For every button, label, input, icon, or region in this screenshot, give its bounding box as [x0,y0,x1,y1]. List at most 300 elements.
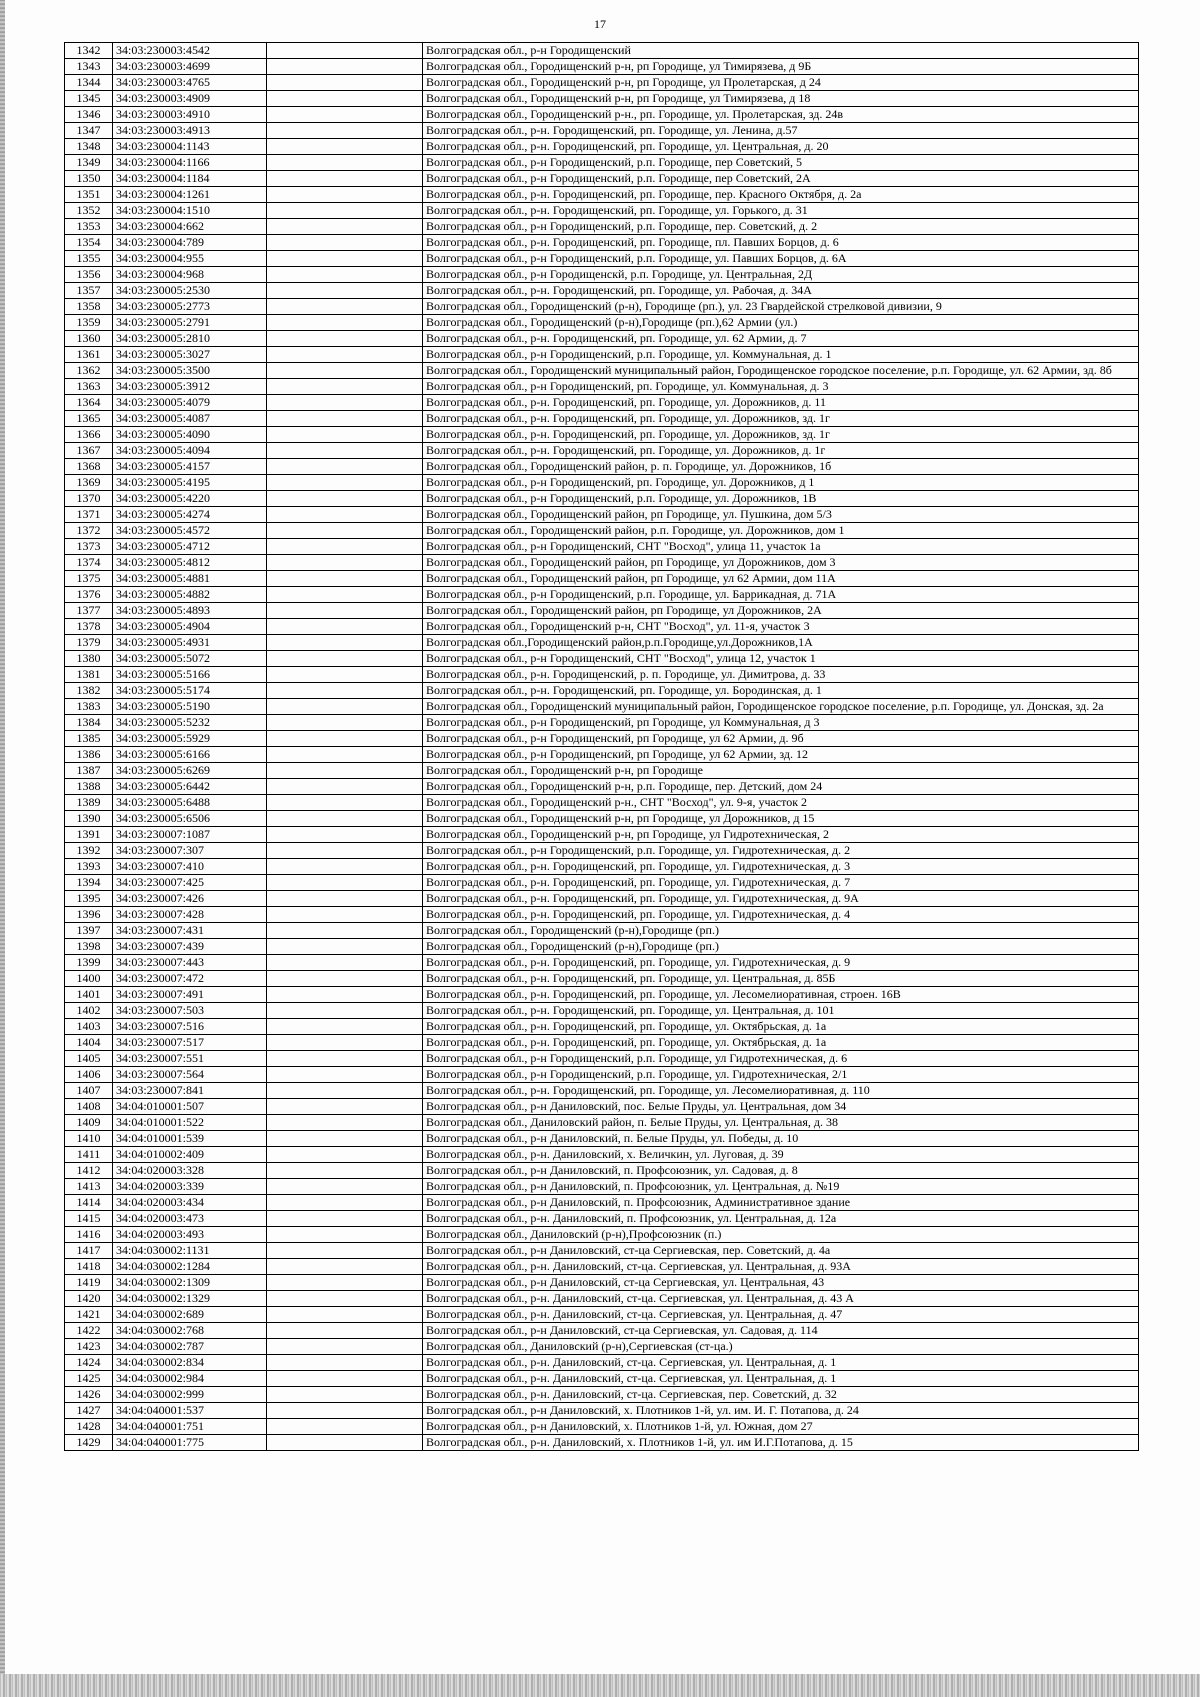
empty-cell [267,875,423,891]
row-number: 1372 [65,523,113,539]
empty-cell [267,91,423,107]
row-number: 1359 [65,315,113,331]
row-number: 1401 [65,987,113,1003]
address: Волгоградская обл., р-н. Городищенский, рп. Городище, ул. Бородинская, д. 1 [423,683,1139,699]
table-row [65,1387,1139,1403]
row-number: 1397 [65,923,113,939]
address: Волгоградская обл., р-н. Городищенский, рп. Городище, ул. Октябрьская, д. 1а [423,1019,1139,1035]
address: Волгоградская обл., Городищенский район, рп Городище, ул 62 Армии, дом 11А [423,571,1139,587]
table-row [65,1195,1139,1211]
address: Волгоградская обл., Городищенский р-н., рп. Городище, ул. Пролетарская, зд. 24в [423,107,1139,123]
cadastral-number: 34:04:020003:434 [113,1195,267,1211]
row-number: 1367 [65,443,113,459]
address: Волгоградская обл., р-н. Даниловский, ст-ца. Сергиевская, ул. Центральная, д. 1 [423,1355,1139,1371]
table-row [65,1435,1139,1451]
cadastral-number: 34:03:230005:2530 [113,283,267,299]
row-number: 1413 [65,1179,113,1195]
address: Волгоградская обл., р-н Городищенский, рп. Городище, ул. Коммунальная, д. 3 [423,379,1139,395]
address: Волгоградская обл., р-н Даниловский, х. Плотников 1-й, ул. Южная, дом 27 [423,1419,1139,1435]
empty-cell [267,1323,423,1339]
row-number: 1344 [65,75,113,91]
empty-cell [267,267,423,283]
row-number: 1412 [65,1163,113,1179]
row-number: 1427 [65,1403,113,1419]
row-number: 1374 [65,555,113,571]
address: Волгоградская обл., р-н Городищенский, р.п. Городище, ул Гидротехническая, д. 6 [423,1051,1139,1067]
empty-cell [267,443,423,459]
table-row [65,1035,1139,1051]
table-row [65,427,1139,443]
address: Волгоградская обл., р-н. Городищенский, рп. Городище, ул. Дорожников, зд. 1г [423,427,1139,443]
cadastral-number: 34:03:230005:4274 [113,507,267,523]
empty-cell [267,667,423,683]
address: Волгоградская обл., Городищенский район, рп Городище, ул. Пушкина, дом 5/3 [423,507,1139,523]
cadastral-number: 34:03:230007:564 [113,1067,267,1083]
row-number: 1409 [65,1115,113,1131]
table-row [65,363,1139,379]
row-number: 1396 [65,907,113,923]
table-row [65,683,1139,699]
empty-cell [267,347,423,363]
row-number: 1350 [65,171,113,187]
row-number: 1347 [65,123,113,139]
empty-cell [267,699,423,715]
table-row [65,731,1139,747]
address: Волгоградская обл., р-н Городищенский [423,43,1139,59]
empty-cell [267,123,423,139]
table-row [65,811,1139,827]
table-row [65,1323,1139,1339]
address: Волгоградская обл., Городищенский (р-н),Городище (рп.),62 Армии (ул.) [423,315,1139,331]
cadastral-number: 34:03:230003:4910 [113,107,267,123]
empty-cell [267,651,423,667]
table-row [65,891,1139,907]
empty-cell [267,523,423,539]
cadastral-number: 34:03:230005:4904 [113,619,267,635]
empty-cell [267,219,423,235]
empty-cell [267,1339,423,1355]
empty-cell [267,187,423,203]
address: Волгоградская обл., р-н Городищенскй, р.п. Городище, ул. Центральная, 2Д [423,267,1139,283]
cadastral-number: 34:04:030002:1284 [113,1259,267,1275]
table-row [65,859,1139,875]
address: Волгоградская обл., р-н Городищенский, рп Городище, ул Коммунальная, д 3 [423,715,1139,731]
cadastral-number: 34:03:230005:4882 [113,587,267,603]
table-row [65,187,1139,203]
row-number: 1371 [65,507,113,523]
empty-cell [267,571,423,587]
cadastral-number: 34:03:230005:4712 [113,539,267,555]
row-number: 1346 [65,107,113,123]
empty-cell [267,619,423,635]
address: Волгоградская обл.,Городищенский район,р.п.Городище,ул.Дорожников,1А [423,635,1139,651]
address: Волгоградская обл., Городищенский (р-н),Городище (рп.) [423,923,1139,939]
address: Волгоградская обл., р-н. Городищенский, р. п. Городище, ул. Димитрова, д. 33 [423,667,1139,683]
table-row [65,1115,1139,1131]
address: Волгоградская обл., р-н. Городищенский, рп. Городище, ул. Центральная, д. 101 [423,1003,1139,1019]
table-row [65,1067,1139,1083]
cadastral-number: 34:04:030002:984 [113,1371,267,1387]
row-number: 1395 [65,891,113,907]
cadastral-number: 34:04:010001:522 [113,1115,267,1131]
cadastral-number: 34:04:020003:493 [113,1227,267,1243]
empty-cell [267,491,423,507]
cadastral-number: 34:03:230007:472 [113,971,267,987]
cadastral-number: 34:03:230007:425 [113,875,267,891]
empty-cell [267,1403,423,1419]
empty-cell [267,1147,423,1163]
row-number: 1383 [65,699,113,715]
address: Волгоградская обл., р-н. Городищенский, рп. Городище, ул. Гидротехническая, д. 7 [423,875,1139,891]
empty-cell [267,1115,423,1131]
table-row [65,1131,1139,1147]
empty-cell [267,1163,423,1179]
cadastral-number: 34:03:230003:4542 [113,43,267,59]
row-number: 1420 [65,1291,113,1307]
table-row [65,1307,1139,1323]
table-row [65,1083,1139,1099]
empty-cell [267,427,423,443]
row-number: 1390 [65,811,113,827]
row-number: 1357 [65,283,113,299]
address: Волгоградская обл., р-н. Даниловский, х. Величкин, ул. Луговая, д. 39 [423,1147,1139,1163]
table-row [65,779,1139,795]
table-row [65,635,1139,651]
table-row [65,923,1139,939]
empty-cell [267,1259,423,1275]
address: Волгоградская обл., р-н. Городищенский, рп. Городище, ул. Лесомелиоративная, д. 110 [423,1083,1139,1099]
cadastral-number: 34:03:230005:4094 [113,443,267,459]
address: Волгоградская обл., р-н Городищенский, рп Городище, ул 62 Армии, д. 9б [423,731,1139,747]
empty-cell [267,907,423,923]
row-number: 1368 [65,459,113,475]
cadastral-number: 34:03:230005:4893 [113,603,267,619]
address: Волгоградская обл., Даниловский район, п. Белые Пруды, ул. Центральная, д. 38 [423,1115,1139,1131]
empty-cell [267,283,423,299]
row-number: 1429 [65,1435,113,1451]
cadastral-number: 34:03:230005:4195 [113,475,267,491]
row-number: 1361 [65,347,113,363]
empty-cell [267,363,423,379]
row-number: 1343 [65,59,113,75]
row-number: 1349 [65,155,113,171]
empty-cell [267,251,423,267]
row-number: 1400 [65,971,113,987]
empty-cell [267,75,423,91]
cadastral-number: 34:04:010001:507 [113,1099,267,1115]
table-row [65,1355,1139,1371]
table-row [65,1291,1139,1307]
address: Волгоградская обл., р-н. Городищенский, рп. Городище, ул. Дорожников, зд. 1г [423,411,1139,427]
address: Волгоградская обл., Городищенский р-н, рп Городище, ул Пролетарская, д 24 [423,75,1139,91]
empty-cell [267,555,423,571]
address: Волгоградская обл., р-н Городищенский, р.п. Городище, ул. Коммунальная, д. 1 [423,347,1139,363]
row-number: 1391 [65,827,113,843]
address: Волгоградская обл., р-н. Даниловский, п. Профсоюзник, ул. Центральная, д. 12а [423,1211,1139,1227]
row-number: 1404 [65,1035,113,1051]
row-number: 1411 [65,1147,113,1163]
cadastral-number: 34:03:230007:841 [113,1083,267,1099]
table-row [65,843,1139,859]
empty-cell [267,59,423,75]
row-number: 1425 [65,1371,113,1387]
table-row [65,475,1139,491]
address: Волгоградская обл., р-н Городищенский, р.п. Городище, пер. Советский, д. 2 [423,219,1139,235]
table-row [65,75,1139,91]
address: Волгоградская обл., р-н. Городищенский, рп. Городище, ул. Центральная, д. 20 [423,139,1139,155]
empty-cell [267,395,423,411]
cadastral-number: 34:03:230005:5166 [113,667,267,683]
table-row [65,171,1139,187]
row-number: 1378 [65,619,113,635]
address: Волгоградская обл., Городищенский р-н, р.п. Городище, пер. Детский, дом 24 [423,779,1139,795]
table-row [65,91,1139,107]
address: Волгоградская обл., р-н. Городищенский, рп. Городище, ул. Горького, д. 31 [423,203,1139,219]
cadastral-number: 34:03:230005:4090 [113,427,267,443]
row-number: 1370 [65,491,113,507]
row-number: 1403 [65,1019,113,1035]
register-body [65,43,1139,1451]
table-row [65,715,1139,731]
address: Волгоградская обл., Городищенский р-н, рп Городище, ул Дорожников, д 15 [423,811,1139,827]
cadastral-number: 34:04:020003:339 [113,1179,267,1195]
cadastral-number: 34:03:230007:503 [113,1003,267,1019]
cadastral-number: 34:03:230005:2810 [113,331,267,347]
empty-cell [267,459,423,475]
cadastral-number: 34:03:230005:4087 [113,411,267,427]
cadastral-number: 34:03:230004:1510 [113,203,267,219]
table-row [65,955,1139,971]
empty-cell [267,43,423,59]
row-number: 1416 [65,1227,113,1243]
table-row [65,43,1139,59]
empty-cell [267,315,423,331]
table-row [65,907,1139,923]
empty-cell [267,891,423,907]
empty-cell [267,1035,423,1051]
address: Волгоградская обл., р-н. Городищенский, рп. Городище, ул. Дорожников, д. 11 [423,395,1139,411]
row-number: 1389 [65,795,113,811]
cadastral-number: 34:03:230003:4913 [113,123,267,139]
table-row [65,667,1139,683]
row-number: 1375 [65,571,113,587]
cadastral-number: 34:03:230005:6506 [113,811,267,827]
row-number: 1356 [65,267,113,283]
table-row [65,827,1139,843]
row-number: 1392 [65,843,113,859]
address: Волгоградская обл., Городищенский р-н, рп Городище, ул Гидротехническая, 2 [423,827,1139,843]
row-number: 1355 [65,251,113,267]
empty-cell [267,1083,423,1099]
cadastral-register-table [64,42,1139,1451]
row-number: 1366 [65,427,113,443]
empty-cell [267,1307,423,1323]
empty-cell [267,1387,423,1403]
address: Волгоградская обл., р-н. Даниловский, х. Плотников 1-й, ул. им И.Г.Потапова, д. 15 [423,1435,1139,1451]
row-number: 1387 [65,763,113,779]
row-number: 1394 [65,875,113,891]
address: Волгоградская обл., Городищенский р-н, рп Городище [423,763,1139,779]
empty-cell [267,1067,423,1083]
table-row [65,1019,1139,1035]
address: Волгоградская обл., Городищенский район, рп Городище, ул Дорожников, 2А [423,603,1139,619]
address: Волгоградская обл., Городищенский р-н., СНТ "Восход", ул. 9-я, участок 2 [423,795,1139,811]
address: Волгоградская обл., р-н. Городищенский, рп. Городище, ул. Гидротехническая, д. 3 [423,859,1139,875]
address: Волгоградская обл., р-н. Городищенский, рп. Городище, ул. Октябрьская, д. 1а [423,1035,1139,1051]
empty-cell [267,987,423,1003]
row-number: 1410 [65,1131,113,1147]
empty-cell [267,1179,423,1195]
table-row [65,1147,1139,1163]
cadastral-number: 34:04:040001:775 [113,1435,267,1451]
cadastral-number: 34:04:040001:751 [113,1419,267,1435]
page-number: 17 [594,17,606,31]
cadastral-number: 34:04:030002:1309 [113,1275,267,1291]
table-row [65,763,1139,779]
cadastral-number: 34:03:230003:4765 [113,75,267,91]
address: Волгоградская обл., р-н Городищенский, СНТ "Восход", улица 12, участок 1 [423,651,1139,667]
row-number: 1422 [65,1323,113,1339]
table-row [65,395,1139,411]
empty-cell [267,1419,423,1435]
address: Волгоградская обл., р-н. Городищенский, рп. Городище, ул. Центральная, д. 85Б [423,971,1139,987]
cadastral-number: 34:03:230005:5190 [113,699,267,715]
row-number: 1352 [65,203,113,219]
empty-cell [267,683,423,699]
address: Волгоградская обл., р-н Даниловский, п. Профсоюзник, ул. Садовая, д. 8 [423,1163,1139,1179]
table-row [65,315,1139,331]
table-row [65,219,1139,235]
table-row [65,123,1139,139]
table-row [65,1403,1139,1419]
empty-cell [267,843,423,859]
empty-cell [267,795,423,811]
empty-cell [267,1435,423,1451]
cadastral-number: 34:04:030002:787 [113,1339,267,1355]
table-row [65,1227,1139,1243]
row-number: 1417 [65,1243,113,1259]
scan-edge-bottom [0,1674,1200,1697]
address: Волгоградская обл., р-н. Городищенский, рп. Городище, ул. 62 Армии, д. 7 [423,331,1139,347]
row-number: 1379 [65,635,113,651]
row-number: 1399 [65,955,113,971]
row-number: 1362 [65,363,113,379]
table-row [65,235,1139,251]
address: Волгоградская обл., р-н Городищенский, рп Городище, ул 62 Армии, зд. 12 [423,747,1139,763]
row-number: 1385 [65,731,113,747]
address: Волгоградская обл., Городищенский район, р.п. Городище, ул. Дорожников, дом 1 [423,523,1139,539]
table-row [65,603,1139,619]
table-row [65,1371,1139,1387]
table-row [65,331,1139,347]
empty-cell [267,1243,423,1259]
address: Волгоградская обл., р-н. Даниловский, ст-ца. Сергиевская, ул. Центральная, д. 93А [423,1259,1139,1275]
address: Волгоградская обл., р-н. Городищенский, рп. Городище, пл. Павших Борцов, д. 6 [423,235,1139,251]
cadastral-number: 34:03:230007:439 [113,939,267,955]
address: Волгоградская обл., р-н Городищенский, р.п. Городище, пер Советский, 5 [423,155,1139,171]
empty-cell [267,1291,423,1307]
table-row [65,491,1139,507]
table-row [65,347,1139,363]
row-number: 1393 [65,859,113,875]
row-number: 1351 [65,187,113,203]
empty-cell [267,827,423,843]
row-number: 1418 [65,1259,113,1275]
empty-cell [267,475,423,491]
table-row [65,107,1139,123]
cadastral-number: 34:03:230004:1143 [113,139,267,155]
empty-cell [267,715,423,731]
cadastral-number: 34:03:230007:1087 [113,827,267,843]
cadastral-number: 34:03:230007:431 [113,923,267,939]
address: Волгоградская обл., р-н. Даниловский, ст-ца. Сергиевская, ул. Центральная, д. 43 А [423,1291,1139,1307]
cadastral-number: 34:03:230005:4931 [113,635,267,651]
address: Волгоградская обл., р-н. Городищенский, рп. Городище, ул. Гидротехническая, д. 9 [423,955,1139,971]
empty-cell [267,1227,423,1243]
table-row [65,1259,1139,1275]
cadastral-number: 34:03:230007:428 [113,907,267,923]
empty-cell [267,107,423,123]
table-row [65,379,1139,395]
address: Волгоградская обл., р-н Даниловский, ст-ца Сергиевская, ул. Садовая, д. 114 [423,1323,1139,1339]
cadastral-number: 34:03:230005:4157 [113,459,267,475]
row-number: 1398 [65,939,113,955]
address: Волгоградская обл., р-н Даниловский, х. Плотников 1-й, ул. им. И. Г. Потапова, д. 24 [423,1403,1139,1419]
empty-cell [267,1195,423,1211]
table-row [65,507,1139,523]
address: Волгоградская обл., р-н Даниловский, п. Белые Пруды, ул. Победы, д. 10 [423,1131,1139,1147]
empty-cell [267,955,423,971]
cadastral-number: 34:04:030002:1329 [113,1291,267,1307]
address: Волгоградская обл., Городищенский (р-н), Городище (рп.), ул. 23 Гвардейской стрелковой дивизии, 9 [423,299,1139,315]
cadastral-number: 34:04:030002:1131 [113,1243,267,1259]
address: Волгоградская обл., Городищенский (р-н),Городище (рп.) [423,939,1139,955]
empty-cell [267,1051,423,1067]
table-row [65,59,1139,75]
empty-cell [267,1131,423,1147]
address: Волгоградская обл., р-н Городищенский, р.п. Городище, пер Советский, 2А [423,171,1139,187]
row-number: 1421 [65,1307,113,1323]
table-row [65,1275,1139,1291]
cadastral-number: 34:03:230005:5072 [113,651,267,667]
address: Волгоградская обл., Городищенский р-н, рп Городище, ул Тимирязева, д 9Б [423,59,1139,75]
cadastral-number: 34:03:230005:5232 [113,715,267,731]
row-number: 1382 [65,683,113,699]
empty-cell [267,763,423,779]
table-row [65,1003,1139,1019]
cadastral-number: 34:03:230007:516 [113,1019,267,1035]
row-number: 1424 [65,1355,113,1371]
address: Волгоградская обл., р-н Городищенский, рп. Городище, ул. Дорожников, д 1 [423,475,1139,491]
cadastral-number: 34:03:230005:4079 [113,395,267,411]
empty-cell [267,331,423,347]
empty-cell [267,747,423,763]
row-number: 1402 [65,1003,113,1019]
empty-cell [267,171,423,187]
cadastral-number: 34:03:230005:3912 [113,379,267,395]
table-row [65,1419,1139,1435]
row-number: 1365 [65,411,113,427]
cadastral-number: 34:03:230003:4909 [113,91,267,107]
row-number: 1380 [65,651,113,667]
row-number: 1364 [65,395,113,411]
cadastral-number: 34:03:230004:1261 [113,187,267,203]
address: Волгоградская обл., р-н. Даниловский, ст-ца. Сергиевская, ул. Центральная, д. 47 [423,1307,1139,1323]
cadastral-number: 34:03:230005:5174 [113,683,267,699]
address: Волгоградская обл., р-н. Городищенский, рп. Городище, ул. Ленина, д.57 [423,123,1139,139]
empty-cell [267,379,423,395]
cadastral-number: 34:03:230005:3027 [113,347,267,363]
